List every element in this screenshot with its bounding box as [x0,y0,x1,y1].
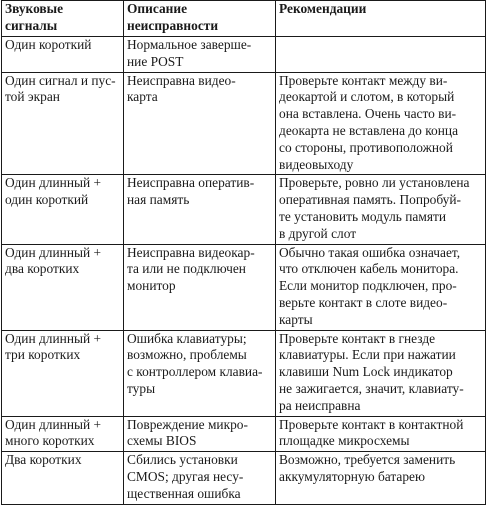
cell-recommendation: Возможно, требуется заменить аккумуляторную батарею [276,452,486,504]
cell-signal: Один короткий [2,37,124,73]
cell-recommendation: Проверьте контакт в гнезде клавиатуры. Если при нажатии клавиши Num Lock индикатор не зажигается, значит, клавиату- ра неисправна [276,330,486,416]
header-signals: Звуковые сигналы [2,1,124,37]
cell-description: Ошибка клавиатуры; возможно, проблемы с контроллером клавиа- туры [124,330,276,416]
cell-description: Неисправна видеокар- та или не подключен монитор [124,244,276,330]
cell-recommendation: Проверьте контакт между ви- деокартой и слотом, в который она вставлена. Очень часто ви- деокарта не вставлена до конца со стороны, противоположной видеовыходу [276,72,486,175]
table-row [2,37,486,73]
table-header [2,1,486,37]
cell-recommendation: Проверьте, ровно ли установлена оперативная память. Попробуй- те установить модуль памяти в другой слот [276,175,486,244]
cell-description: Нормальное заверше- ние POST [124,37,276,73]
cell-signal: Один длинный + много коротких [2,416,124,452]
header-description: Описание неисправности [124,1,276,37]
table-row [2,175,486,244]
cell-description: Сбились установки CMOS; другая несу- щественная ошибка [124,452,276,504]
cell-signal: Один длинный + один короткий [2,175,124,244]
table-row [2,72,486,175]
cell-recommendation: Обычно такая ошибка означает, что отключен кабель монитора. Если монитор подключен, про- верьте контакт в слоте видео- карты [276,244,486,330]
table-row [2,416,486,452]
cell-signal: Один длинный + три коротких [2,330,124,416]
cell-signal: Один сигнал и пус- той экран [2,72,124,175]
cell-signal: Один длинный + два коротких [2,244,124,330]
cell-recommendation [276,37,486,73]
header-row [2,1,486,37]
table-row [2,452,486,504]
header-recommendations: Рекомендации [276,1,486,37]
cell-description: Повреждение микро- схемы BIOS [124,416,276,452]
cell-recommendation: Проверьте контакт в контактной площадке микросхемы [276,416,486,452]
cell-description: Неисправна оператив- ная память [124,175,276,244]
table-row [2,330,486,416]
table-body [2,37,486,505]
beep-codes-table [1,0,486,505]
cell-description: Неисправна видео- карта [124,72,276,175]
table-row [2,244,486,330]
cell-signal: Два коротких [2,452,124,504]
